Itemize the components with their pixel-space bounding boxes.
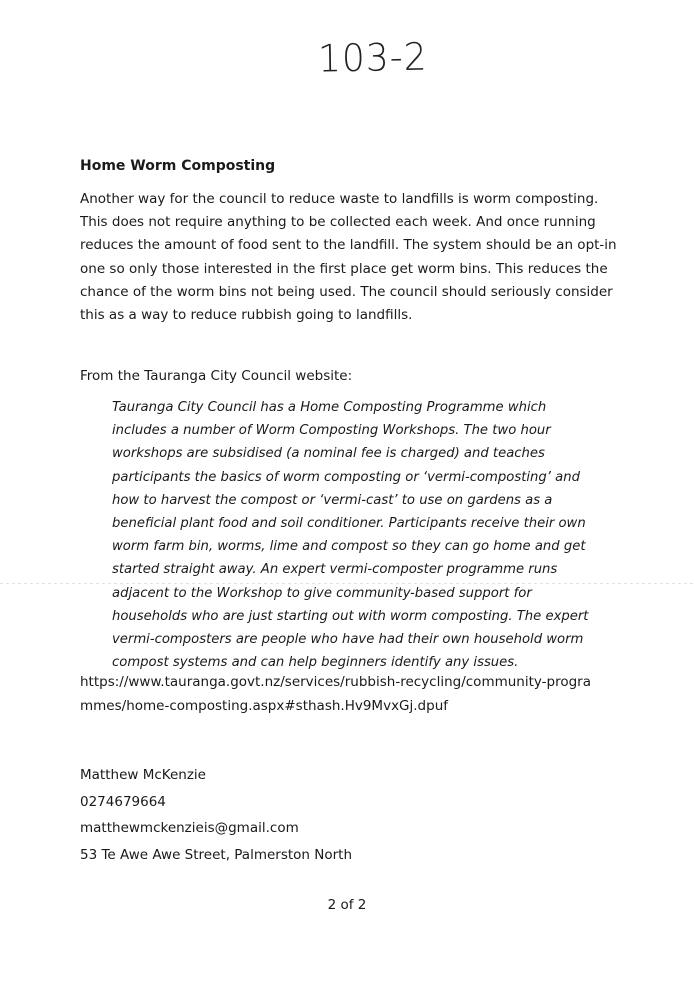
contact-email: matthewmckenzieis@gmail.com [80, 820, 299, 836]
page-number: 2 of 2 [327, 897, 367, 913]
contact-name: Matthew McKenzie [80, 767, 206, 783]
contact-address: 53 Te Awe Awe Street, Palmerston North [80, 846, 353, 863]
source-intro: From the Tauranga City Council website: [80, 368, 353, 384]
body-paragraph: Another way for the council to reduce waste to landfills is worm composting. This does not require anything to be collected each week. And once running reduces the amount of food sent to the landfill. The system should be an opt-in one so only those interested in the first place get worm bins. This reduces the chance of the worm bins not being used. The council should seriously consider this as a way to reduce rubbish going to landfills. [80, 191, 617, 324]
source-url: https://www.tauranga.govt.nz/services/rubbish-recycling/community-programmes/home-composting.aspx#sthash.Hv9MvxGj.dpuf [80, 674, 591, 714]
quoted-passage: Tauranga City Council has a Home Composting Programme which includes a number of Worm Composting Workshops. The two hour workshops are subsidised (a nominal fee is charged) and teaches participants the basics of worm composting or ‘vermi-composting’ and how to harvest the compost or ‘vermi-cast’ to use on gardens as a beneficial plant food and soil conditioner. Participants receive their own worm farm bin, worms, lime and compost so they can go home and get started straight away. An expert vermi-composter programme runs adjacent to the Workshop to give community-based support for households who are just starting out with worm composting. The expert vermi-composters are people who have had their own household worm compost systems and can help beginners identify any issues. [112, 400, 589, 671]
scan-artifact-line [0, 583, 694, 584]
contact-block [80, 762, 352, 868]
section-heading: Home Worm Composting [80, 158, 276, 174]
contact-phone: 0274679664 [80, 793, 166, 810]
handwritten-reference-number: 103-2 [317, 35, 428, 82]
